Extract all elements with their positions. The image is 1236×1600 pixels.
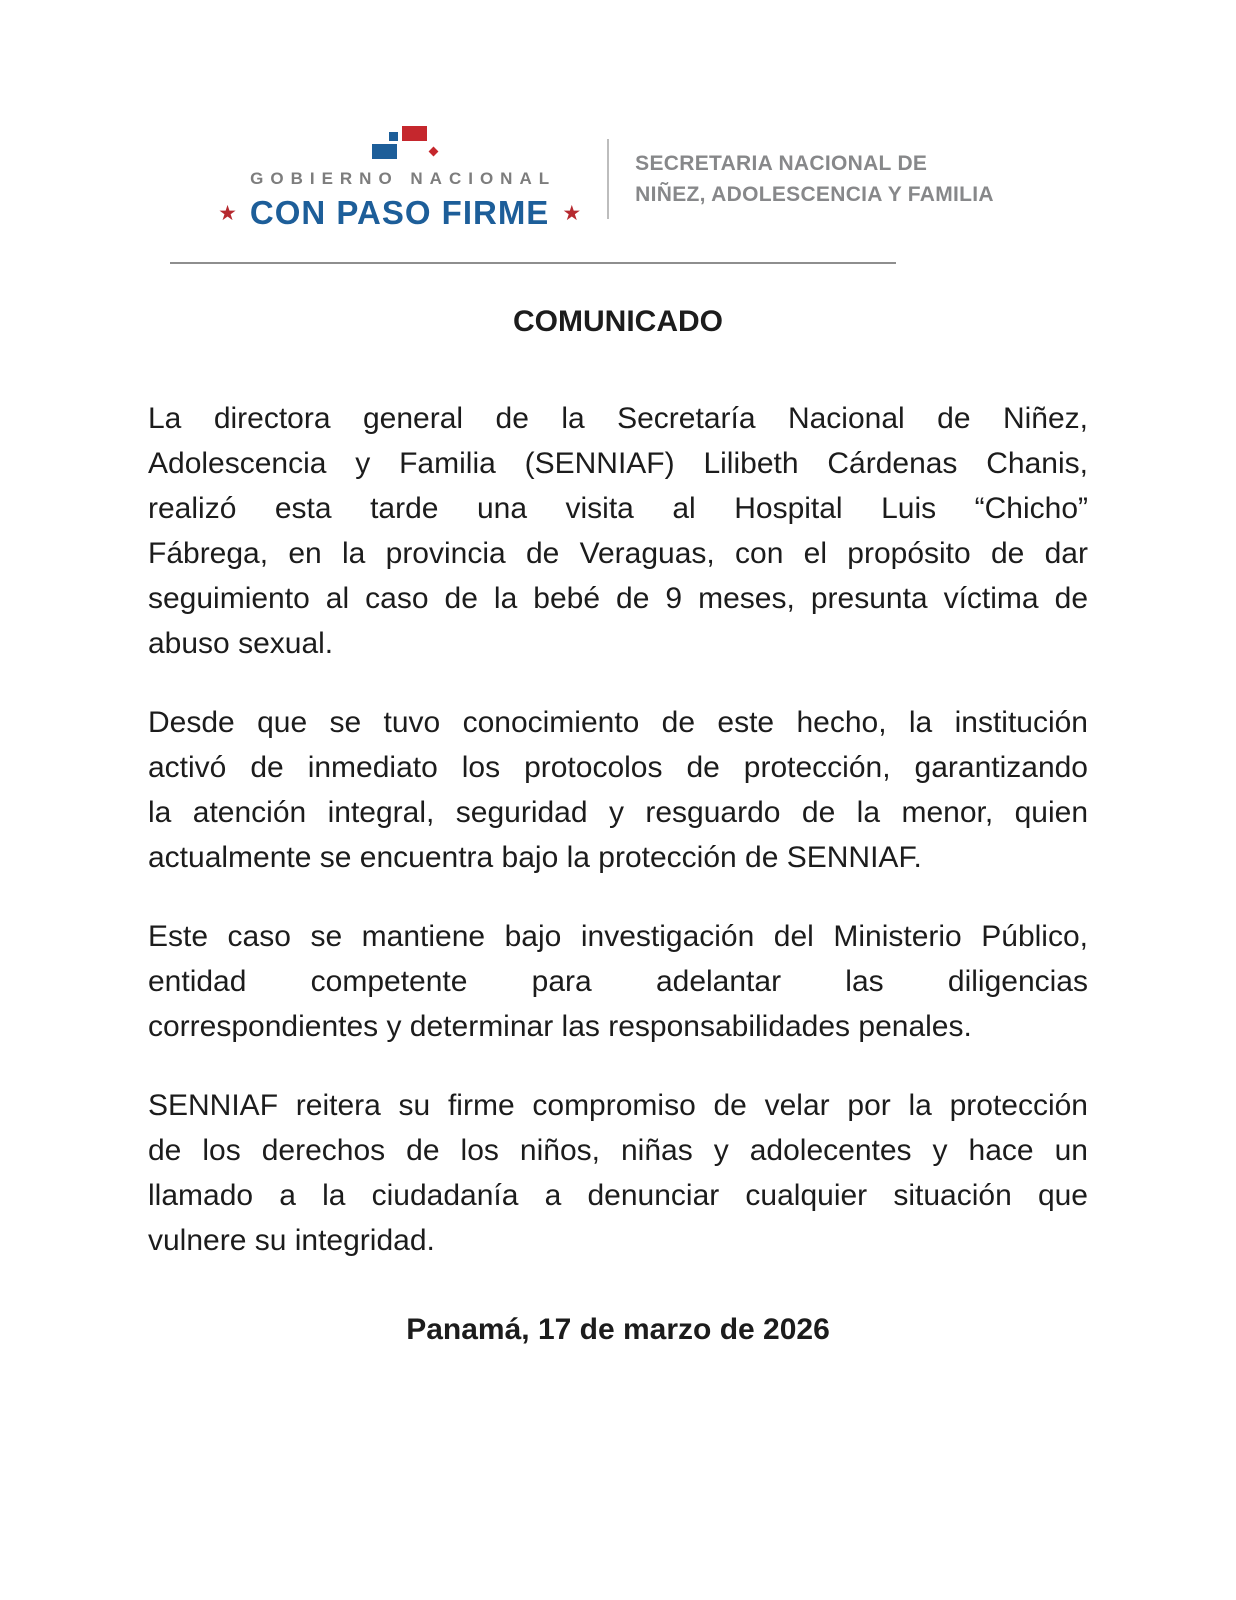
paragraph-line: Adolescencia y Familia (SENNIAF) Lilibeth Cárdenas Chanis, [148,447,1088,480]
paragraph-line: Desde que se tuvo conocimiento de este hecho, la institución [148,706,1088,739]
paragraph-line: Este caso se mantiene bajo investigación del Ministerio Público, [148,920,1088,953]
paragraph-line: La directora general de la Secretaría Nacional de Niñez, [148,402,1088,435]
flag-red-star-icon [428,147,438,157]
flag-red-quarter-icon [402,126,427,141]
paragraph-line: activó de inmediato los protocolos de protección, garantizando [148,751,1088,784]
flag-blue-quarter-icon [372,144,397,159]
paragraph-line: abuso sexual. [148,627,334,660]
document-content [148,300,1088,1352]
paragraph-line: entidad competente para adelantar las diligencias [148,965,1088,998]
paragraph-line: vulnere su integridad. [148,1224,435,1257]
panama-flag-icon [364,126,436,160]
paragraph-line: realizó esta tarde una visita al Hospital Luis “Chicho” [148,492,1088,525]
dateline: Panamá, 17 de marzo de 2026 [406,1313,830,1346]
document-body [148,396,1088,1263]
org-name-block [635,148,994,210]
org-name-line-2: NIÑEZ, ADOLESCENCIA Y FAMILIA [635,183,994,206]
star-icon: ★ [218,201,237,225]
logo-gobierno-nacional-text: GOBIERNO NACIONAL [250,169,557,188]
paragraph [148,1083,1088,1263]
paragraph-line: actualmente se encuentra bajo la protección de SENNIAF. [148,841,922,874]
flag-blue-star-icon [389,132,398,141]
document-title: COMUNICADO [513,305,723,338]
paragraph [148,914,1088,1049]
star-icon: ★ [562,201,582,225]
paragraph-line: la atención integral, seguridad y resguardo de la menor, quien [148,796,1088,829]
header-divider [607,139,609,219]
paragraph-line: llamado a la ciudadanía a denunciar cualquier situación que [148,1179,1088,1212]
paragraph-line: de los derechos de los niños, niñas y adolecentes y hace un [148,1134,1088,1167]
paragraph-line: SENNIAF reitera su firme compromiso de velar por la protección [148,1089,1088,1122]
header [0,0,1224,232]
paragraph [148,700,1088,880]
paragraph-line: seguimiento al caso de la bebé de 9 meses, presunta víctima de [148,582,1088,615]
gobierno-nacional-logo [218,126,581,232]
logo-con-paso-firme-text: CON PASO FIRME [249,194,550,231]
paragraph [148,396,1088,666]
logo-slogan [218,194,581,232]
org-name-line-1: SECRETARIA NACIONAL DE [635,152,928,175]
paragraph-line: Fábrega, en la provincia de Veraguas, con el propósito de dar [148,537,1088,570]
paragraph-line: correspondientes y determinar las responsabilidades penales. [148,1010,972,1043]
header-rule [170,262,896,264]
